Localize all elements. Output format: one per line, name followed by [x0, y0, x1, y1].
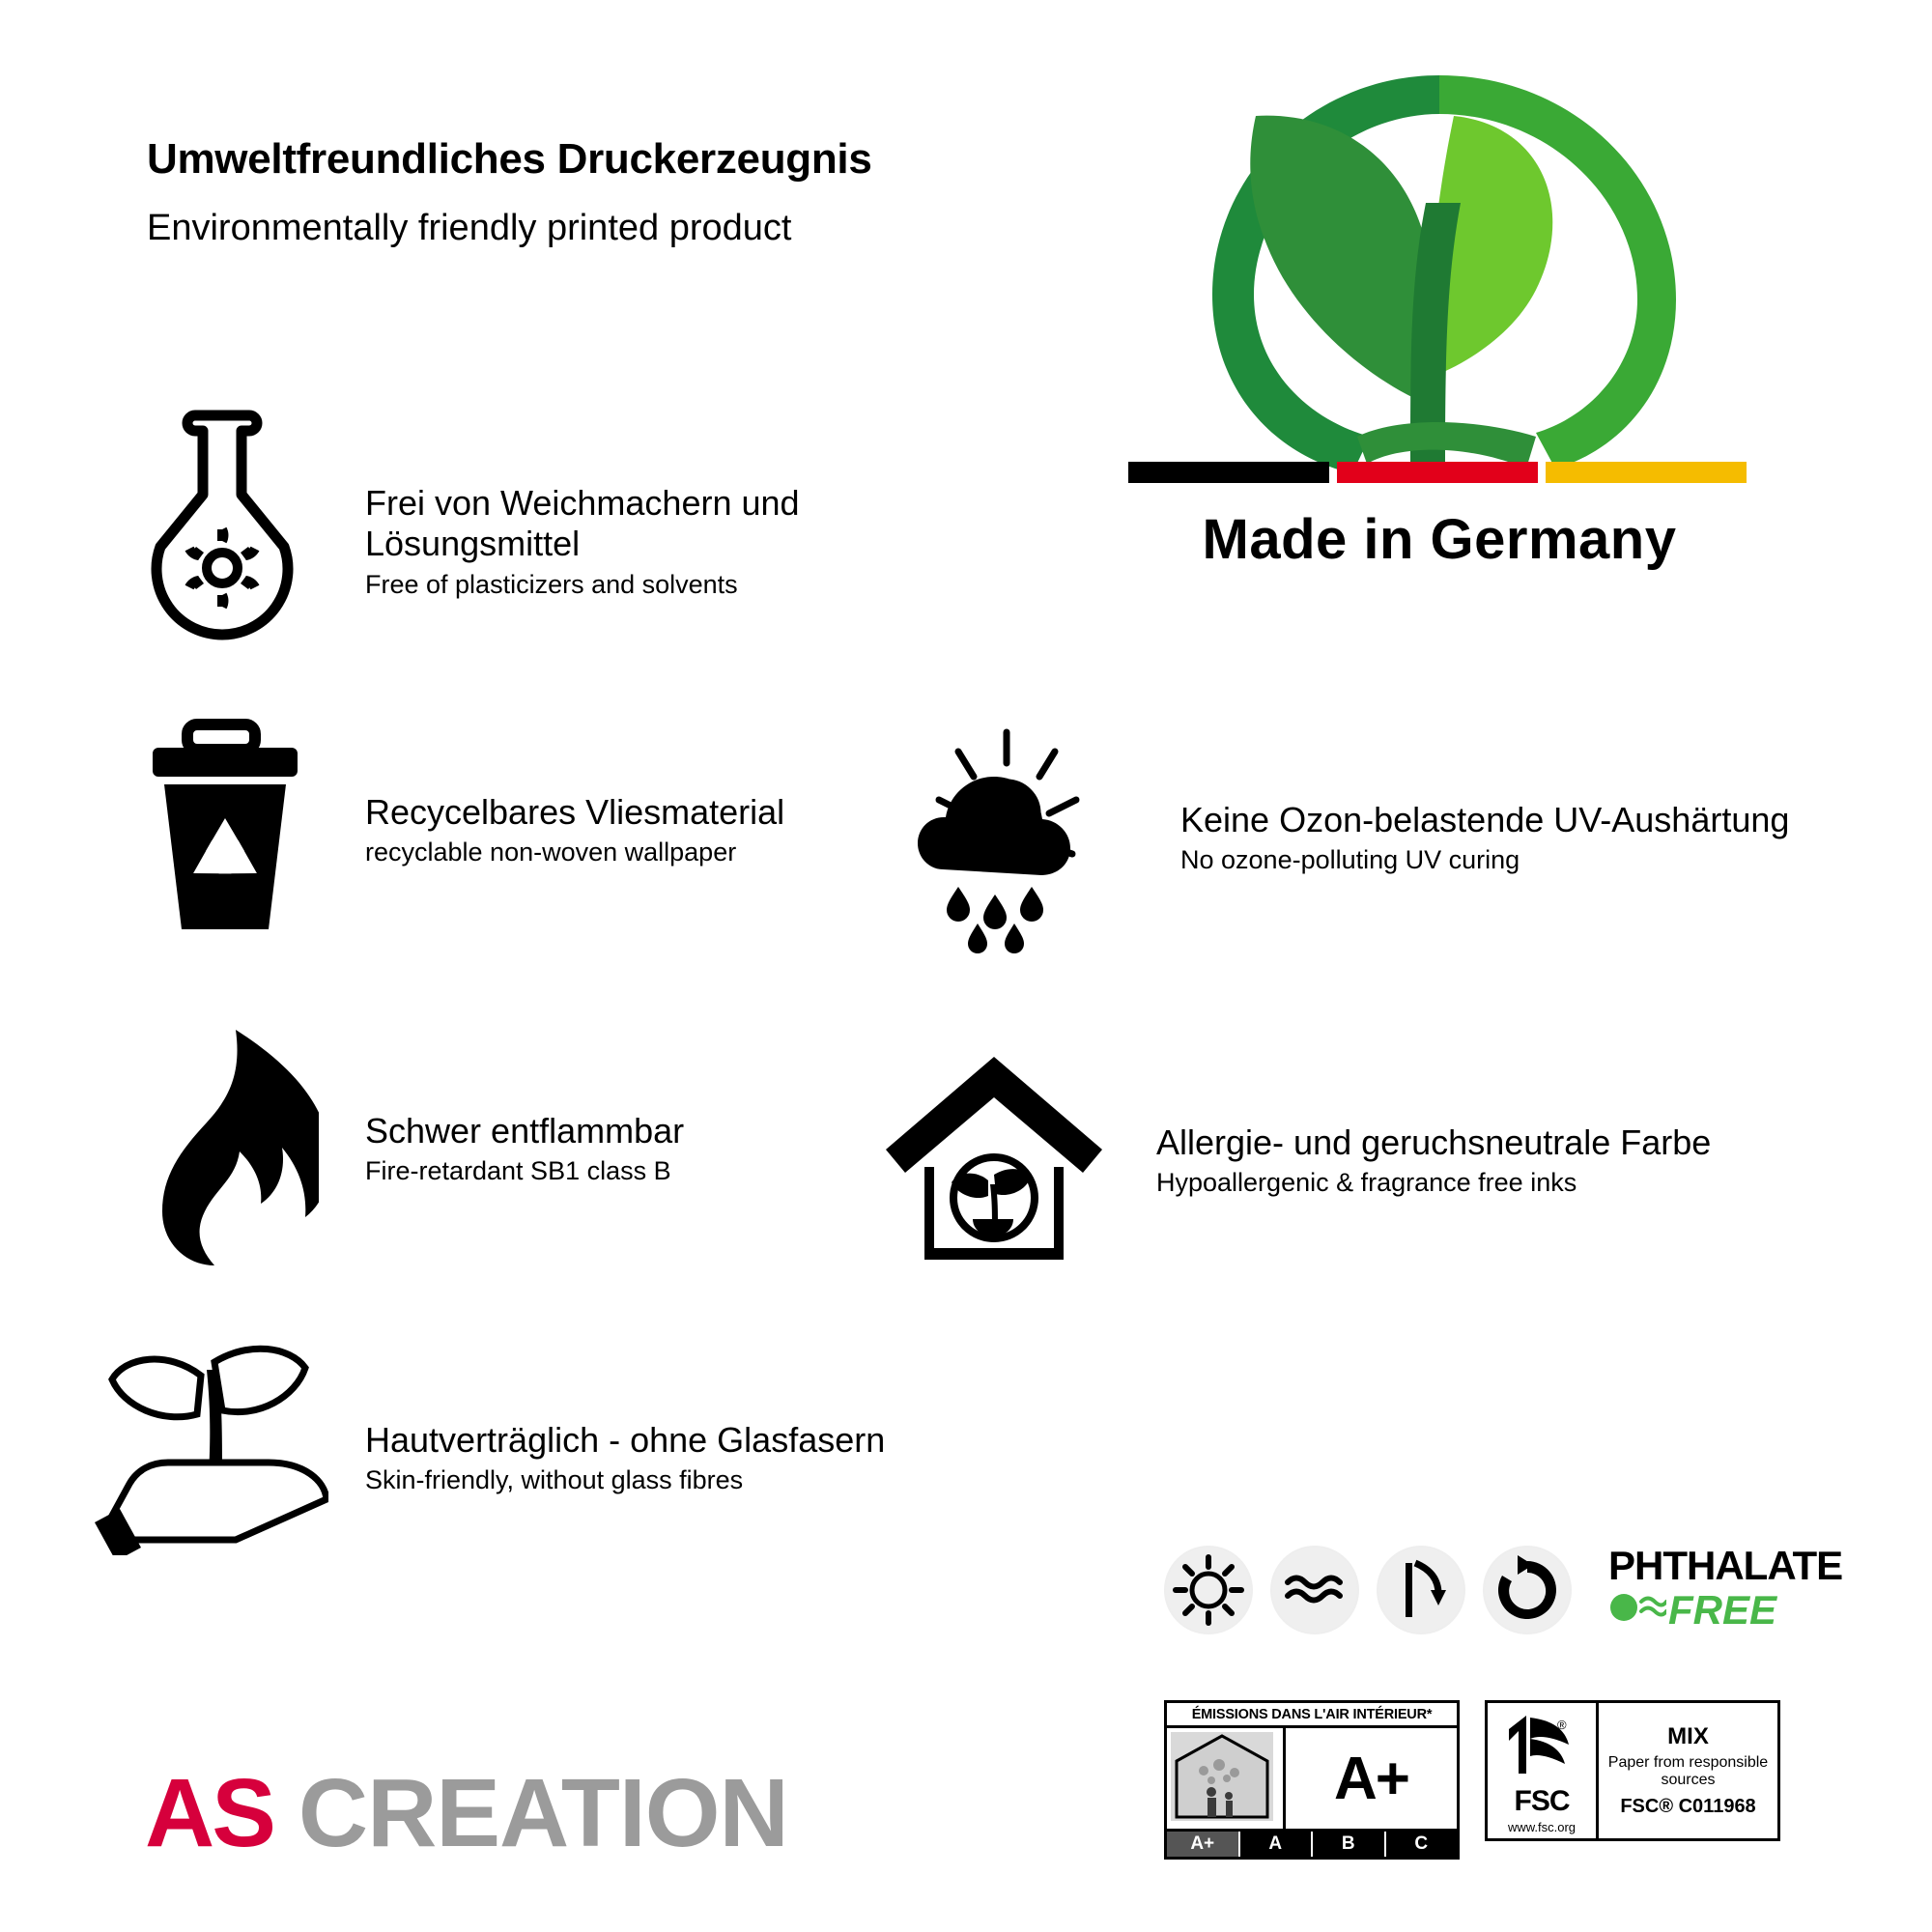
feature-label-en: No ozone-polluting UV curing: [1180, 845, 1520, 875]
fsc-code: FSC® C011968: [1620, 1796, 1756, 1818]
fsc-url: www.fsc.org: [1507, 1820, 1577, 1834]
flask-icon: [135, 406, 309, 652]
feature-label-de: Hautverträglich - ohne Glasfasern: [365, 1420, 886, 1460]
certification-labels: [1164, 1700, 1780, 1860]
feature-row: [135, 406, 869, 628]
feature-label-en: Free of plasticizers and solvents: [365, 569, 738, 599]
brand-as: AS: [145, 1759, 273, 1867]
phthalate-leaf-icon: [1608, 1588, 1666, 1621]
feature-label-de: Frei von Weichmachern und Lösungsmittel: [365, 483, 800, 564]
emission-scale: [1167, 1829, 1457, 1857]
made-in-germany-label: Made in Germany: [1202, 508, 1677, 571]
feature-row: [135, 715, 869, 947]
svg-text:®: ®: [1557, 1718, 1567, 1732]
feature-label-en: Hypoallergenic & fragrance free inks: [1156, 1168, 1577, 1198]
recycle-bin-icon: [135, 715, 319, 952]
emission-label: [1164, 1700, 1460, 1860]
feature-row: [135, 1024, 869, 1265]
phthalate-bottom-label: FREE: [1668, 1587, 1777, 1633]
feature-label-en: recyclable non-woven wallpaper: [365, 838, 737, 867]
emission-grade: A+: [1334, 1745, 1408, 1812]
hand-plant-icon: [87, 1333, 328, 1560]
feature-row: [898, 724, 1864, 966]
brand-logo: [145, 1758, 788, 1869]
page-title: Umweltfreundliches Druckerzeugnis: [147, 135, 872, 183]
fsc-label: [1485, 1700, 1780, 1841]
recyclable-icon: [1483, 1546, 1572, 1634]
emission-scale-aplus: A+: [1167, 1832, 1240, 1857]
lightfast-icon: [1164, 1546, 1253, 1634]
feature-label-de: Keine Ozon-belastende UV-Aushärtung: [1180, 800, 1790, 839]
feature-label-de: Allergie- und geruchsneutrale Farbe: [1156, 1122, 1712, 1162]
emission-scale-a: A: [1240, 1832, 1314, 1857]
feature-label-de: Recycelbares Vliesmaterial: [365, 792, 785, 832]
house-leaf-icon: [874, 1043, 1116, 1270]
strippable-icon: [1377, 1546, 1465, 1634]
emission-scale-c: C: [1386, 1832, 1458, 1857]
feature-label-de: Schwer entflammbar: [365, 1111, 685, 1151]
phthalate-free-badge: [1608, 1543, 1860, 1633]
germany-flag-bar: [1128, 462, 1747, 483]
phthalate-top-label: PHTHALATE: [1608, 1543, 1843, 1588]
feature-row: [87, 1333, 886, 1584]
page-subtitle: Environmentally friendly printed product: [147, 208, 792, 248]
feature-label-en: Skin-friendly, without glass fibres: [365, 1465, 744, 1495]
fsc-tree-icon: [1497, 1714, 1586, 1785]
fsc-description: Paper from responsible sources: [1607, 1753, 1769, 1788]
washable-icon: [1270, 1546, 1359, 1634]
fsc-mix-label: MIX: [1667, 1722, 1709, 1749]
fsc-mark: FSC: [1514, 1785, 1570, 1817]
emission-scale-b: B: [1313, 1832, 1386, 1857]
feature-row: [874, 1043, 1840, 1294]
indoor-air-icon: [1167, 1728, 1286, 1829]
sun-cloud-rain-icon: [898, 724, 1121, 961]
emission-title: ÉMISSIONS DANS L'AIR INTÉRIEUR*: [1167, 1703, 1457, 1728]
brand-creation: CREATION: [298, 1759, 788, 1867]
feature-label-en: Fire-retardant SB1 class B: [365, 1156, 671, 1186]
care-symbols: [1164, 1546, 1572, 1634]
flame-icon: [135, 1024, 319, 1270]
